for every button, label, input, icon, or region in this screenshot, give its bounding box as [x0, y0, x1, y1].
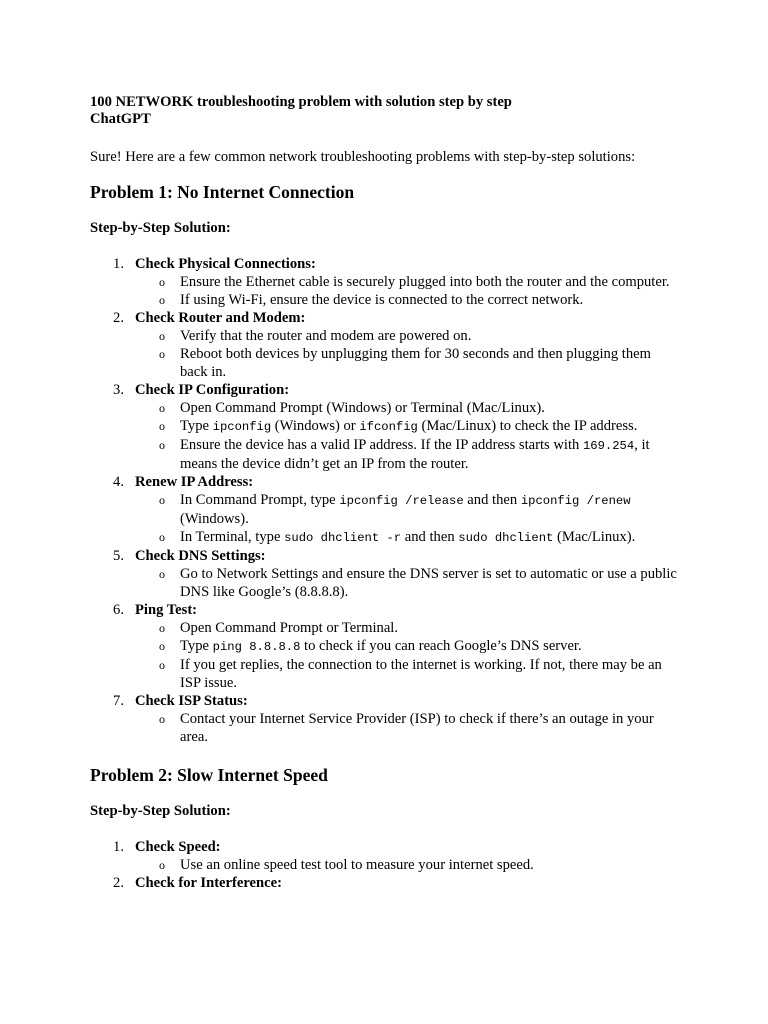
inline-code: sudo dhclient -r [284, 531, 402, 545]
step-number: 3. [113, 382, 124, 398]
problem-2-heading: Problem 2: Slow Internet Speed [90, 765, 328, 785]
bullet-list [135, 491, 680, 547]
step-title: Check for Interference: [135, 875, 282, 891]
bullet-marker: o [159, 712, 165, 726]
bullet-text: Open Command Prompt (Windows) or Terminal (Mac/Linux). [180, 400, 545, 416]
step-title: Check IP Configuration: [135, 382, 290, 398]
bullet-list [135, 273, 680, 309]
bullet-marker: o [159, 858, 165, 872]
title-line-2: ChatGPT [90, 111, 151, 127]
bullet-item [135, 399, 680, 417]
bullet-text: In Command Prompt, type [180, 492, 340, 508]
bullet-text: Type [180, 418, 213, 434]
bullet-item [135, 491, 680, 528]
step-title: Check Speed: [135, 839, 221, 855]
bullet-marker: o [159, 530, 165, 544]
step-title: Check Router and Modem: [135, 310, 306, 326]
bullet-item [135, 417, 680, 436]
inline-code: sudo dhclient [458, 531, 554, 545]
step-item [90, 838, 680, 874]
inline-code: ipconfig /release [339, 494, 464, 508]
bullet-list [135, 856, 680, 874]
step-item [90, 309, 680, 381]
bullet-text: Ensure the Ethernet cable is securely plugged into both the router and the computer. [180, 274, 670, 290]
bullet-marker: o [159, 419, 165, 433]
inline-code: ping 8.8.8.8 [212, 640, 301, 654]
bullet-marker: o [159, 438, 165, 452]
problem-1-section [90, 182, 680, 746]
bullet-item [135, 656, 680, 692]
bullet-item [135, 528, 680, 547]
problem-1-step-list [90, 255, 680, 746]
step-item [90, 601, 680, 692]
bullet-item [135, 327, 680, 345]
bullet-text: (Mac/Linux). [553, 529, 636, 545]
bullet-list [135, 565, 680, 601]
bullet-text: Contact your Internet Service Provider (ISP) to check if there’s an outage in your area. [180, 711, 654, 745]
bullet-list [135, 399, 680, 473]
bullet-marker: o [159, 293, 165, 307]
bullet-text: (Windows) or [271, 418, 360, 434]
bullet-text: In Terminal, type [180, 529, 285, 545]
step-title: Check Physical Connections: [135, 256, 316, 272]
bullet-text: Reboot both devices by unplugging them for 30 seconds and then plugging them back in. [180, 346, 651, 380]
bullet-marker: o [159, 329, 165, 343]
bullet-text: , it means the device didn’t get an IP from the router. [180, 437, 650, 472]
bullet-item [135, 345, 680, 381]
step-number: 5. [113, 548, 124, 564]
bullet-text: Open Command Prompt or Terminal. [180, 620, 398, 636]
step-number: 2. [113, 875, 124, 891]
document-body [90, 94, 680, 892]
bullet-item [135, 273, 680, 291]
bullet-item [135, 291, 680, 309]
bullet-text: Go to Network Settings and ensure the DNS server is set to automatic or use a public DNS like Google’s (8.8.8.8). [180, 566, 677, 600]
step-number: 2. [113, 310, 124, 326]
inline-code: ipconfig [212, 420, 272, 434]
step-title: Renew IP Address: [135, 474, 254, 490]
problem-2-section [90, 765, 680, 892]
bullet-item [135, 637, 680, 656]
bullet-text: (Mac/Linux) to check the IP address. [417, 418, 638, 434]
bullet-text: (Windows). [180, 511, 249, 527]
bullet-list [135, 710, 680, 746]
bullet-text: Use an online speed test tool to measure your internet speed. [180, 857, 534, 873]
document-title [90, 94, 680, 128]
bullet-marker: o [159, 658, 165, 672]
bullet-marker: o [159, 621, 165, 635]
bullet-marker: o [159, 639, 165, 653]
bullet-text: If using Wi-Fi, ensure the device is connected to the correct network. [180, 292, 584, 308]
step-item [90, 381, 680, 473]
step-item [90, 547, 680, 601]
intro-paragraph: Sure! Here are a few common network troubleshooting problems with step-by-step solutions: [90, 149, 636, 165]
bullet-text: If you get replies, the connection to the internet is working. If not, there may be an ISP issue. [180, 657, 662, 691]
bullet-marker: o [159, 401, 165, 415]
problem-2-subheading: Step-by-Step Solution: [90, 803, 231, 819]
step-title: Check DNS Settings: [135, 548, 266, 564]
bullet-marker: o [159, 275, 165, 289]
inline-code: ifconfig [359, 420, 418, 434]
bullet-list [135, 327, 680, 381]
bullet-item [135, 619, 680, 637]
step-title: Ping Test: [135, 602, 198, 618]
step-number: 6. [113, 602, 124, 618]
inline-code: ipconfig /renew [520, 494, 631, 508]
bullet-text: Type [180, 638, 213, 654]
bullet-text: to check if you can reach Google’s DNS server. [300, 638, 582, 654]
bullet-item [135, 710, 680, 746]
step-item [90, 473, 680, 547]
step-title: Check ISP Status: [135, 693, 248, 709]
step-number: 1. [113, 839, 124, 855]
problem-1-heading: Problem 1: No Internet Connection [90, 182, 355, 202]
step-number: 1. [113, 256, 124, 272]
step-item [90, 255, 680, 309]
bullet-marker: o [159, 493, 165, 507]
inline-code: 169.254 [582, 439, 635, 453]
bullet-text: Verify that the router and modem are powered on. [180, 328, 472, 344]
problem-1-subheading: Step-by-Step Solution: [90, 220, 231, 236]
bullet-text: Ensure the device has a valid IP address. If the IP address starts with [180, 437, 583, 453]
problem-2-step-list [90, 838, 680, 892]
bullet-list [135, 619, 680, 692]
bullet-item [135, 856, 680, 874]
step-item [90, 874, 680, 892]
step-item [90, 692, 680, 746]
step-number: 4. [113, 474, 124, 490]
bullet-text: and then [463, 492, 521, 508]
step-number: 7. [113, 693, 124, 709]
bullet-marker: o [159, 567, 165, 581]
bullet-item [135, 565, 680, 601]
bullet-text: and then [401, 529, 459, 545]
bullet-item [135, 436, 680, 473]
bullet-marker: o [159, 347, 165, 361]
title-line-1: 100 NETWORK troubleshooting problem with solution step by step [90, 94, 512, 110]
